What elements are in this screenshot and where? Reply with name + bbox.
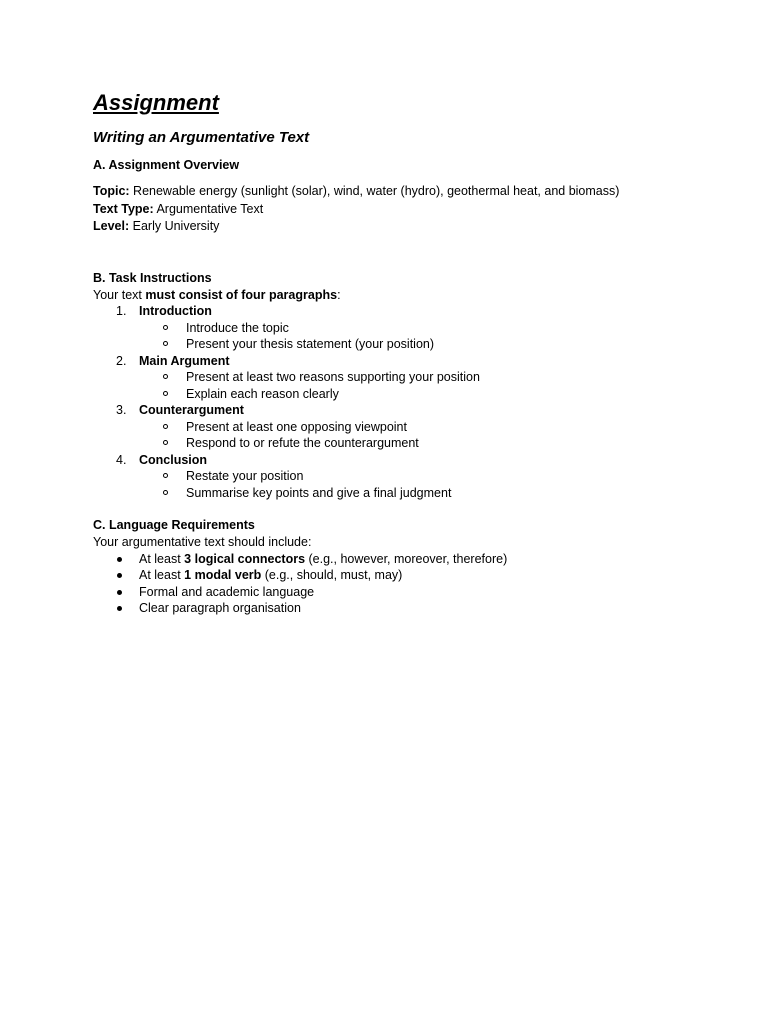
level-line [93, 218, 693, 236]
sub-list-item [93, 468, 693, 485]
hollow-circle-bullet-icon [163, 391, 168, 396]
text-type-line [93, 201, 693, 219]
list-item [93, 452, 693, 502]
list-item-label: Main Argument [139, 353, 230, 368]
sub-list [139, 369, 693, 402]
bullet-text-end: (e.g., should, must, may) [261, 568, 403, 582]
section-a-heading: A. Assignment Overview [93, 158, 240, 172]
hollow-circle-bullet-icon [163, 473, 168, 478]
sub-list [139, 468, 693, 501]
bullet-dot-icon [117, 573, 122, 578]
list-item [93, 551, 693, 568]
hollow-circle-bullet-icon [163, 490, 168, 495]
list-item-label: Counterargument [139, 403, 244, 417]
sub-list-item-text: Introduce the topic [186, 320, 289, 335]
list-item [93, 402, 693, 452]
sub-list [139, 320, 693, 353]
bullet-emphasis: 3 logical connectors [184, 551, 306, 566]
list-number: 2. [116, 353, 127, 368]
requirements-list [93, 551, 693, 617]
sub-list [139, 419, 693, 452]
sub-list-item-text: Present at least two reasons supporting your position [186, 370, 480, 384]
hollow-circle-bullet-icon [163, 424, 168, 429]
sub-list-item [93, 435, 693, 452]
text-type-value: Argumentative Text [153, 201, 264, 216]
sub-list-item [93, 419, 693, 436]
task-intro-emphasis: must consist of four paragraphs [145, 287, 338, 302]
bullet-dot-icon [117, 557, 122, 562]
sub-list-item [93, 320, 693, 337]
sub-list-item-text: Present at least one opposing viewpoint [186, 419, 407, 434]
sub-list-item [93, 485, 693, 502]
document-title: Assignment [93, 90, 219, 115]
sub-list-item-text: Respond to or refute the counterargument [186, 436, 419, 450]
document-content [93, 88, 693, 617]
hollow-circle-bullet-icon [163, 440, 168, 445]
level-label: Level: [93, 219, 130, 233]
paragraph-list [93, 303, 693, 501]
overview-fields [93, 183, 693, 236]
list-item [93, 584, 693, 601]
sub-list-item-text: Restate your position [186, 469, 304, 483]
hollow-circle-bullet-icon [163, 374, 168, 379]
sub-list-item [93, 369, 693, 386]
list-item-label: Conclusion [139, 452, 208, 467]
task-intro [93, 287, 693, 304]
list-number: 4. [116, 452, 127, 467]
bullet-dot-icon [117, 590, 122, 595]
section-c-heading: C. Language Requirements [93, 518, 255, 532]
topic-value: Renewable energy (sunlight (solar), wind, water (hydro), geothermal heat, and biomass) [129, 184, 620, 198]
bullet-text: Formal and academic language [139, 584, 315, 599]
bullet-text-end: (e.g., however, moreover, therefore) [305, 551, 508, 566]
bullet-text: Clear paragraph organisation [139, 601, 301, 615]
sub-list-item [93, 336, 693, 353]
topic-label: Topic: [93, 184, 130, 198]
language-intro: Your argumentative text should include: [93, 535, 312, 549]
bullet-text: At least [139, 568, 185, 582]
task-intro-text: Your text [93, 287, 146, 302]
hollow-circle-bullet-icon [163, 325, 168, 330]
list-item [93, 600, 693, 617]
list-item-label: Introduction [139, 304, 212, 318]
bullet-emphasis: 1 modal verb [184, 568, 262, 582]
level-value: Early University [129, 219, 220, 233]
sub-list-item-text: Summarise key points and give a final judgment [186, 485, 452, 500]
list-item [93, 567, 693, 584]
hollow-circle-bullet-icon [163, 341, 168, 346]
sub-list-item-text: Present your thesis statement (your position) [186, 337, 435, 351]
list-item [93, 353, 693, 403]
topic-line [93, 183, 693, 201]
document-subtitle: Writing an Argumentative Text [93, 129, 310, 146]
bullet-text: At least [139, 551, 185, 566]
sub-list-item-text: Explain each reason clearly [186, 386, 339, 401]
sub-list-item [93, 386, 693, 403]
section-b-heading: B. Task Instructions [93, 270, 212, 285]
bullet-dot-icon [117, 606, 122, 611]
list-number: 1. [116, 304, 127, 318]
task-intro-end: : [337, 287, 341, 302]
list-item [93, 303, 693, 353]
text-type-label: Text Type: [93, 201, 154, 216]
list-number: 3. [116, 403, 127, 417]
